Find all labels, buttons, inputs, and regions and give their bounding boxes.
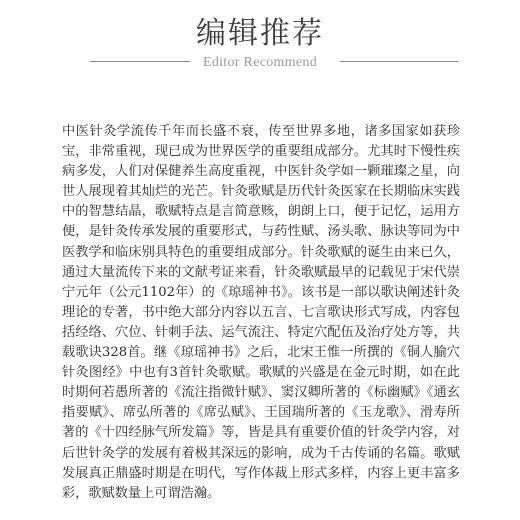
section-header (0, 14, 520, 84)
recommendation-paragraph: 中医针灸学流传千年而长盛不衰，传至世界多地，诸多国家如获珍宝，非常重视，现已成为世界医学的重要组成部分。尤其时下慢性疾病多发，人们对保健养生高度重视，中医针灸学如一颗璀璨之星，向世人展现着其灿烂的光芒。针灸歌赋是历代针灸医家在长期临床实践中的智慧结晶，歌赋特点是言简意赅，朗朗上口，便于记忆，运用方便，是针灸传承发展的重要形式，与药性赋、汤头歌、脉诀等同为中医教学和临床别具特色的重要组成部分。针灸歌赋的诞生由来已久，通过大量流传下来的文献考证来看，针灸歌赋最早的记载见于宋代崇宁元年（公元1102年）的《琼瑶神书》。该书是一部以歌诀阐述针灸理论的专著，书中绝大部分内容以五言、七言歌诀形式写成，内容包括经络、穴位、针刺手法、运气流注、特定穴配伍及治疗处方等，共载歌诀328首。继《琼瑶神书》之后，北宋王惟一所撰的《铜人腧穴针灸图经》中也有3首针灸歌赋。歌赋的兴盛是在金元时期，如在此时期何若愚所著的《流注指微针赋》、窦汉卿所著的《标幽赋》《通玄指要赋》、席弘所著的《席弘赋》、王国瑞所著的《玉龙歌》、滑寿所著的《十四经脉气所发篇》等，皆是具有重要价值的针灸学内容，对后世针灸学的发展有着极其深远的影响，成为千古传诵的名篇。歌赋发展真正鼎盛时期是在明代，写作体裁上形式多样，内容上更丰富多彩，歌赋数量上可谓浩瀚。 (62, 124, 460, 501)
section-subtitle: Editor Recommend (202, 55, 318, 70)
divider-right (340, 61, 458, 62)
section-title: 编辑推荐 (196, 16, 324, 51)
